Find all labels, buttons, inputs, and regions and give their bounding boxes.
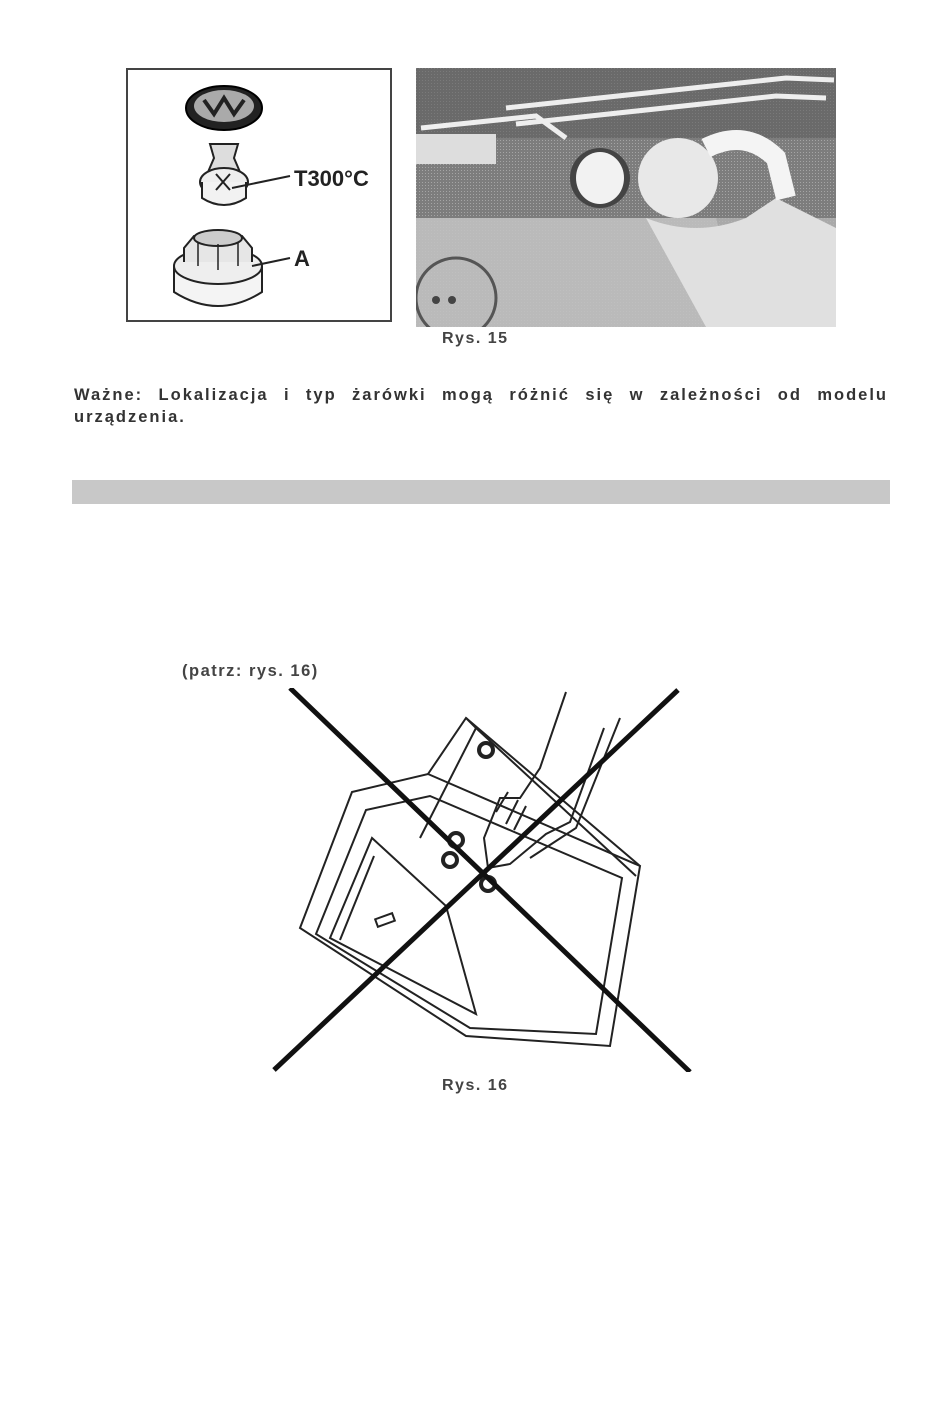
figure16-caption: Rys. 16 [442,1077,509,1094]
lamp-parts-diagram [126,68,392,322]
lamp-parts-drawing [128,70,390,320]
part-a-label: A [294,246,310,271]
note-label: Ważne: [74,386,144,404]
section-header-bar [72,480,890,504]
temperature-label: T300°C [294,166,369,191]
crossed-out-drawing [270,688,694,1072]
figure15-caption: Rys. 15 [442,330,509,347]
oven-lifting-diagram [270,688,694,1072]
important-note [74,384,888,428]
oven-interior-image [416,68,836,327]
lamp-replacement-photo [416,68,836,327]
figure16-reference: (patrz: rys. 16) [182,662,319,680]
note-text: Lokalizacja i typ żarówki mogą różnić się w zależności od modelu urządzenia. [74,386,888,426]
